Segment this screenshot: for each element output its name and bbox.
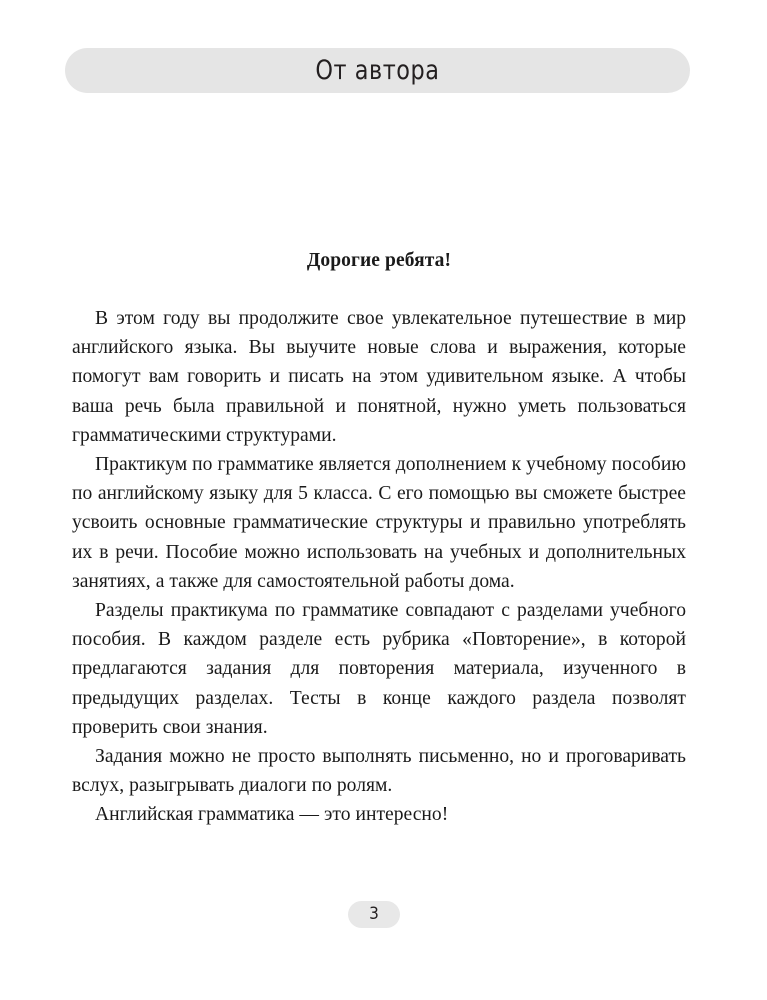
body-paragraph-5: Английская грамматика — это интересно! <box>95 804 449 826</box>
body-paragraph-3: Разделы практикума по грамматике совпадают с разделами учебного пособия. В каждом разделе есть рубрика «Повторение», в которой предлагаются задания для повторения материала, изученного в предыдущих разделах. Тесты в конце каждого раздела позволят проверить свои знания. <box>72 600 686 738</box>
page-title: От автора <box>315 55 440 86</box>
body-paragraph-4: Задания можно не просто выполнять письменно, но и проговаривать вслух, разыгрывать диалоги по ролям. <box>72 746 686 797</box>
section-header-banner <box>65 48 690 93</box>
body-paragraph-1: В этом году вы продолжите свое увлекательное путешествие в мир английского языка. Вы выучите новые слова и выражения, которые помогут вам говорить и писать на этом удивительном языке. А чтобы ваша речь была правильной и понятной, нужно уметь пользоваться грамматическими структурами. <box>72 308 686 446</box>
body-paragraph-2: Практикум по грамматике является дополнением к учебному пособию по английскому языку для 5 класса. С его помощью вы сможете быстрее усвоить основные грамматические структуры и правильно употреблять их в речи. Пособие можно использовать на учебных и дополнительных занятиях, а также для самостоятельной работы дома. <box>72 454 686 592</box>
body-content <box>72 246 686 830</box>
salutation-heading: Дорогие ребята! <box>306 250 452 271</box>
page-number-badge <box>348 901 400 928</box>
page-number-label: 3 <box>369 904 379 924</box>
